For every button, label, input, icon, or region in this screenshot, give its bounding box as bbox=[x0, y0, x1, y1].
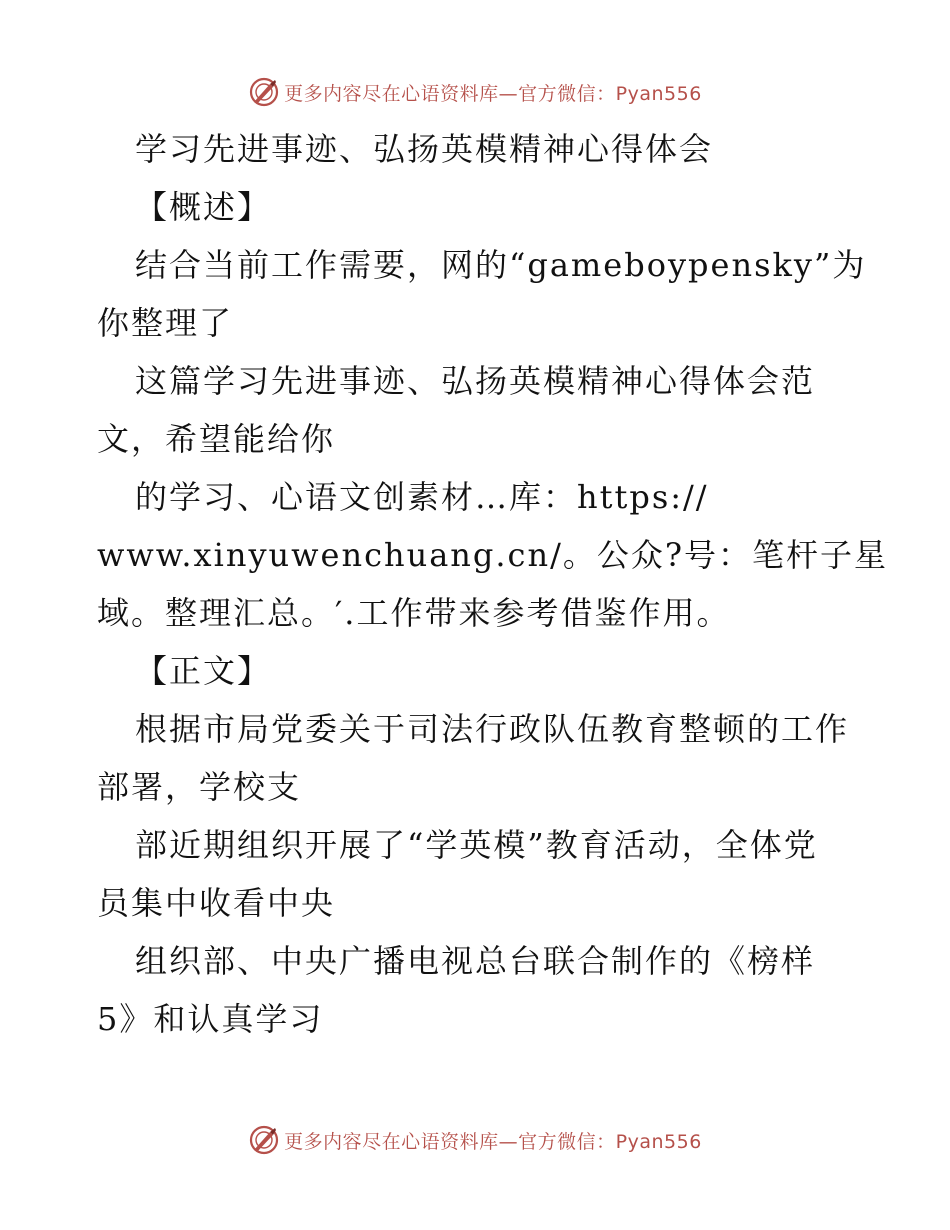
document-title: 学习先进事迹、弘扬英模精神心得体会 bbox=[135, 130, 714, 168]
text-line: 员集中收看中央 bbox=[97, 884, 336, 922]
text-line: 域。整理汇总。′.工作带来参考借鉴作用。 bbox=[97, 594, 731, 632]
text-line: 这篇学习先进事迹、弘扬英模精神心得体会范 bbox=[135, 362, 816, 400]
document-body bbox=[97, 120, 889, 1048]
text-line: 根据市局党委关于司法行政队伍教育整顿的工作 bbox=[135, 710, 850, 748]
pen-quill-logo-icon bbox=[248, 76, 280, 108]
text-line: www.xinyuwenchuang.cn/。公众?号：笔杆子星 bbox=[97, 536, 889, 574]
section-heading-overview: 【概述】 bbox=[135, 188, 272, 226]
section-heading-body: 【正文】 bbox=[135, 652, 272, 690]
text-line: 组织部、中央广播电视总台联合制作的《榜样 bbox=[135, 942, 816, 980]
text-line: 结合当前工作需要，网的“gameboypensky”为 bbox=[135, 246, 867, 284]
footer-banner-text: 更多内容尽在心语资料库—官方微信：Pyan556 bbox=[284, 1130, 702, 1153]
text-line: 5》和认真学习 bbox=[97, 1000, 324, 1038]
header-banner bbox=[0, 72, 950, 112]
text-line: 的学习、心语文创素材…库：https:// bbox=[135, 478, 709, 516]
text-line: 你整理了 bbox=[97, 304, 234, 342]
text-line: 文，希望能给你 bbox=[97, 420, 336, 458]
header-banner-text: 更多内容尽在心语资料库—官方微信：Pyan556 bbox=[284, 82, 702, 105]
text-line: 部近期组织开展了“学英模”教育活动，全体党 bbox=[135, 826, 818, 864]
footer-banner bbox=[0, 1120, 950, 1160]
pen-quill-logo-icon bbox=[248, 1124, 280, 1156]
text-line: 部署，学校支 bbox=[97, 768, 302, 806]
